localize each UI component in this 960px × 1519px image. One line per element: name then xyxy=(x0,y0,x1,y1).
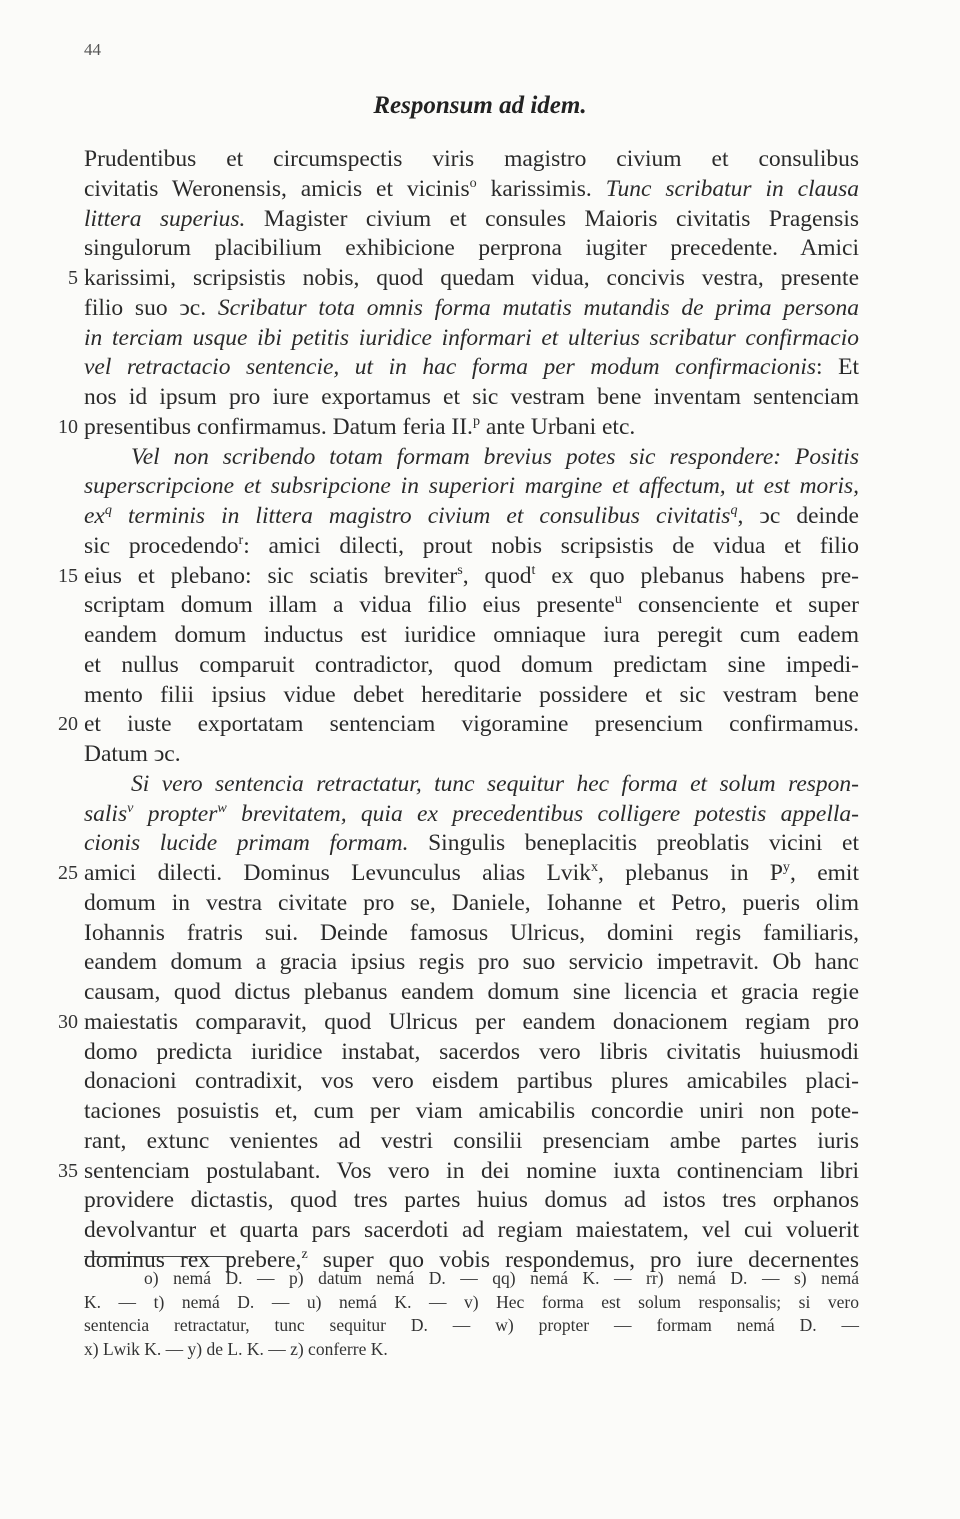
footnote-marker: t xyxy=(531,561,536,578)
text-segment: consenciente et super xyxy=(621,592,860,619)
text-line xyxy=(84,1037,859,1067)
line-number: 35 xyxy=(58,1159,78,1182)
text-segment: Magister civium et consules Maioris civitatis Pragensis xyxy=(245,205,859,232)
text-segment: devolvantur et quarta pars sacerdoti ad regiam maiestatem, vel cui voluerit xyxy=(84,1217,859,1243)
text-segment: terminis in littera magistro civium et consulibus civitatis xyxy=(111,503,731,529)
text-line xyxy=(84,1185,859,1215)
text-segment: sic procedendo xyxy=(84,532,239,559)
text-line xyxy=(84,293,859,323)
text-segment: , plebanus in P xyxy=(598,860,783,886)
text-line xyxy=(84,174,859,204)
text-segment: Si vero sentencia retractatur, tunc sequitur hec forma et solum respon- xyxy=(131,770,859,797)
footnote-marker: u xyxy=(614,591,622,608)
text-segment: : Et xyxy=(816,354,859,381)
text-segment: Prudentibus et circumspectis viris magistro civium et consulibus xyxy=(84,146,859,172)
text-line xyxy=(84,144,859,174)
text-line xyxy=(84,947,859,977)
text-segment: , ͻc deinde xyxy=(737,503,859,529)
text-line xyxy=(131,769,859,799)
page-number: 44 xyxy=(84,40,101,59)
text-segment: , emit xyxy=(789,860,859,886)
text-segment: scriptam domum illam a vidua filio eius presente xyxy=(84,592,615,619)
text-segment: Scribatur tota omnis forma mutatis mutandis de prima persona xyxy=(217,294,859,321)
text-segment: Singulis beneplacitis preoblatis vicini et xyxy=(408,830,859,857)
footnote-line: x) Lwik K. — y) de L. K. — z) conferre K. xyxy=(84,1338,388,1359)
text-line xyxy=(84,739,859,769)
text-line xyxy=(84,709,859,739)
text-segment: in terciam usque ibi petitis iuridice informari et ulterius scribatur confirmacio xyxy=(84,324,859,351)
line-number: 5 xyxy=(68,267,78,289)
text-line xyxy=(84,323,859,353)
text-segment: et nullus comparuit contradictor, quod domum predictam sine impedi- xyxy=(84,651,859,678)
text-segment: Vel non scribendo totam formam brevius potes sic respondere: Positis xyxy=(131,443,859,470)
text-segment: et iuste exportatam sentenciam vigoramine presencium confirmamus. xyxy=(84,711,859,738)
text-segment: sentenciam postulabant. Vos vero in dei nomine iuxta continenciam libri xyxy=(84,1157,859,1184)
text-line xyxy=(84,471,859,501)
text-segment: : amici dilecti, prout nobis scripsistis de vidua et filio xyxy=(243,532,859,559)
text-segment: karissimis. xyxy=(476,175,606,202)
text-line xyxy=(84,620,859,650)
text-segment: vel retractacio sentencie, ut in hac forma per modum confirmacionis xyxy=(84,354,817,381)
text-line xyxy=(84,1007,859,1037)
text-segment: mento filii ipsius vidue debet hereditarie possidere et sic vestram bene xyxy=(84,681,859,708)
text-segment: Datum ͻc. xyxy=(84,741,181,767)
text-line xyxy=(84,888,859,918)
text-segment: Tunc scribatur in clausa xyxy=(605,175,860,202)
text-line xyxy=(84,1156,859,1186)
text-segment: salis xyxy=(84,800,128,827)
text-line xyxy=(84,1066,859,1096)
text-segment: karissimi, scripsistis nobis, quod quedam vidua, concivis vestra, presente xyxy=(84,265,859,291)
footnote-line: K. — t) nemá D. — u) nemá K. — v) Hec forma est solum responsalis; si vero xyxy=(84,1291,859,1312)
text-segment: Iohannis fratris sui. Deinde famosus Ulricus, domini regis familiaris, xyxy=(84,919,859,946)
text-line xyxy=(131,442,859,472)
text-segment: donacioni contradixit, vos vero eisdem partibus plures amicabiles placi- xyxy=(84,1068,859,1095)
text-segment: civitatis Weronensis, amicis et vicinis xyxy=(84,175,470,202)
line-number: 30 xyxy=(58,1010,78,1033)
text-line xyxy=(84,382,859,412)
text-line xyxy=(84,590,859,620)
text-segment: , quod xyxy=(462,562,532,589)
text-segment: singulorum placibilium exhibicione perprona iugiter precedente. Amici xyxy=(84,235,859,262)
text-segment: ex quo plebanus habens pre- xyxy=(535,562,859,589)
text-segment: eandem domum inductus est iuridice omniaque iura peregit cum eadem xyxy=(84,622,859,648)
text-segment: superscripcione et subsripcione in superiori margine et affectum, ut est moris, xyxy=(84,473,859,500)
text-segment: propter xyxy=(133,800,218,827)
text-line xyxy=(84,977,859,1007)
footnote-marker: x xyxy=(590,859,599,876)
text-line xyxy=(84,858,859,888)
line-number: 15 xyxy=(58,564,78,587)
text-segment: dominus rex prebere, xyxy=(84,1246,302,1273)
footnote-marker: q xyxy=(730,502,738,519)
text-line xyxy=(84,233,859,263)
line-number: 10 xyxy=(58,415,78,438)
text-line xyxy=(84,531,859,561)
text-segment: nos id ipsum pro iure exportamus et sic vestram bene inventam sentenciam xyxy=(84,384,859,410)
text-segment: maiestatis comparavit, quod Ulricus per eandem donacionem regiam pro xyxy=(84,1008,859,1035)
footnote-rule xyxy=(84,1256,234,1257)
text-line xyxy=(84,204,859,234)
text-segment: cionis lucide primam formam. xyxy=(84,830,409,857)
text-segment: super quo vobis respondemus, pro iure decernentes xyxy=(307,1246,859,1273)
text-segment: causam, quod dictus plebanus eandem domum sine licencia et gracia regie xyxy=(84,979,859,1005)
text-line xyxy=(84,650,859,680)
text-line xyxy=(84,918,859,948)
text-segment: taciones posuistis et, cum per viam amicabilis concordie uniri non pote- xyxy=(84,1098,859,1124)
footnote-marker: s xyxy=(457,561,463,578)
footnote-marker: w xyxy=(217,799,227,816)
footnote-marker: z xyxy=(301,1245,308,1262)
footnote-marker: y xyxy=(782,859,790,876)
line-number: 25 xyxy=(58,862,78,884)
footnote-line: o) nemá D. — p) datum nemá D. — qq) nemá K. — rr) nemá D. — s) nemá xyxy=(144,1268,859,1288)
text-line xyxy=(84,561,859,591)
text-line xyxy=(84,1126,859,1156)
footnote-marker: r xyxy=(238,531,244,548)
text-line xyxy=(84,352,859,382)
text-segment: presentibus confirmamus. Datum feria II. xyxy=(84,413,473,440)
footnote-marker: p xyxy=(472,412,480,429)
text-segment: domum in vestra civitate pro se, Daniele, Iohanne et Petro, pueris olim xyxy=(84,889,859,916)
text-line xyxy=(84,828,859,858)
text-line xyxy=(84,501,859,531)
text-line xyxy=(84,1215,859,1245)
footnote-marker: q xyxy=(104,502,112,519)
footnote-marker: o xyxy=(469,174,477,191)
text-segment: amici dilecti. Dominus Levunculus alias Lvik xyxy=(84,860,591,886)
text-segment: littera superius. xyxy=(84,205,246,232)
text-segment: providere dictastis, quod tres partes huius domus ad istos tres orphanos xyxy=(84,1187,859,1214)
text-segment: brevitatem, quia ex precedentibus colligere potestis appella- xyxy=(226,800,859,827)
text-line xyxy=(84,1096,859,1126)
section-heading: Responsum ad idem. xyxy=(373,92,587,119)
text-segment: filio suo ͻc. xyxy=(84,294,218,321)
text-line xyxy=(84,680,859,710)
text-line xyxy=(84,412,859,442)
text-segment: domo predicta iuridice instabat, sacerdos vero libris civitatis huiusmodi xyxy=(84,1038,859,1065)
text-segment: rant, extunc venientes ad vestri consilii presenciam ambe partes iuris xyxy=(84,1127,859,1154)
text-segment: ante Urbani etc. xyxy=(479,413,636,440)
text-segment: ex xyxy=(84,503,105,529)
text-segment: eandem domum a gracia ipsius regis pro suo servicio impetravit. Ob hanc xyxy=(84,949,859,976)
footnote-marker: v xyxy=(127,799,134,816)
text-segment: eius et plebano: sic sciatis breviter xyxy=(84,562,458,589)
footnote-line: sentencia retractatur, tunc sequitur D. — w) propter — formam nemá D. — xyxy=(84,1315,859,1335)
text-line xyxy=(84,263,859,293)
line-number: 20 xyxy=(58,713,78,736)
text-line xyxy=(84,799,859,829)
